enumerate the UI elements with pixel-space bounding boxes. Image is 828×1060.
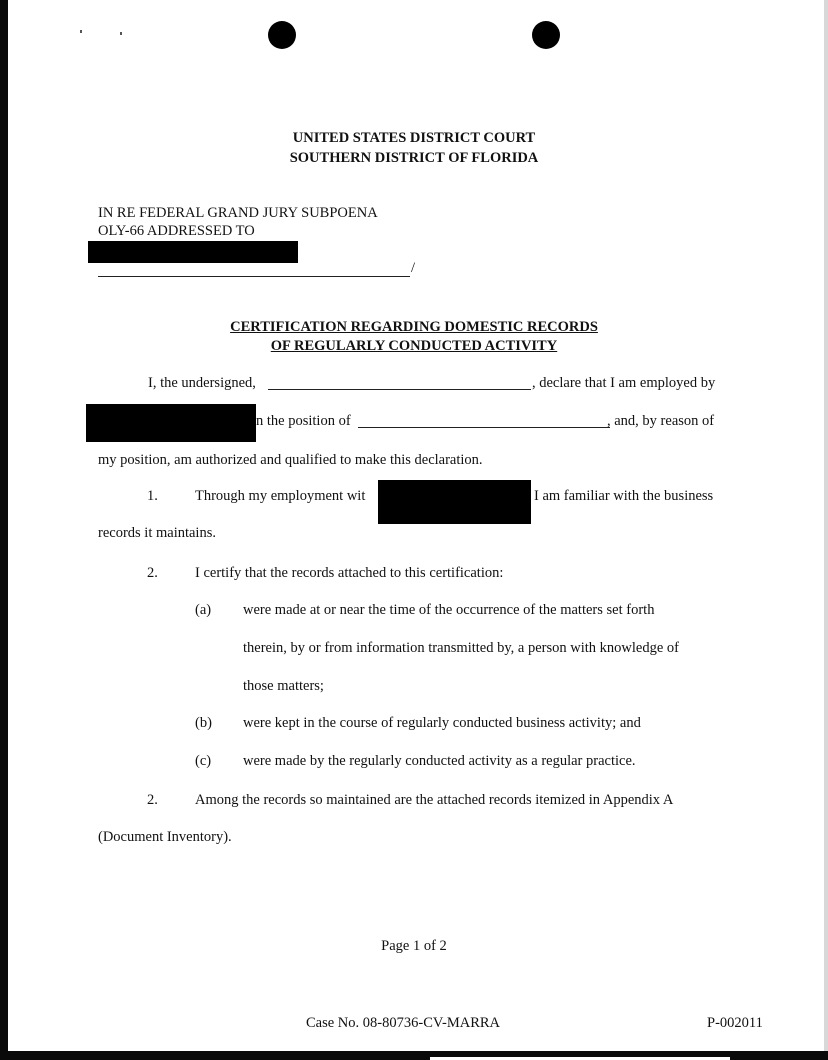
- list-item-text: were made at or near the time of the occurrence of the matters set forth: [243, 602, 655, 618]
- caption-line-1: IN RE FEDERAL GRAND JURY SUBPOENA: [98, 205, 378, 221]
- name-blank-line: [268, 389, 531, 390]
- page-number: Page 1 of 2: [381, 938, 447, 954]
- list-item-text: were kept in the course of regularly conducted business activity; and: [243, 715, 641, 731]
- paragraph-number: 2.: [147, 792, 158, 808]
- paragraph-text: I certify that the records attached to this certification:: [195, 565, 504, 581]
- court-name: UNITED STATES DISTRICT COURT: [292, 130, 536, 146]
- paragraph-number: 2.: [147, 565, 158, 581]
- list-item-text: were made by the regularly conducted activity as a regular practice.: [243, 753, 636, 769]
- paragraph-text: Among the records so maintained are the attached records itemized in Appendix A: [195, 792, 674, 808]
- redaction-box: [86, 404, 256, 442]
- list-label: (a): [195, 602, 212, 618]
- scan-speck: [80, 30, 82, 33]
- intro-text: n the position of: [256, 413, 351, 429]
- intro-text: , declare that I am employed by: [532, 375, 716, 391]
- paragraph-text: (Document Inventory).: [98, 829, 232, 845]
- intro-text: my position, am authorized and qualified to make this declaration.: [98, 452, 483, 468]
- list-item-text: those matters;: [243, 678, 324, 694]
- punch-hole-left: [268, 21, 296, 49]
- caption-line-2: OLY-66 ADDRESSED TO: [98, 223, 255, 239]
- intro-text: I, the undersigned,: [148, 375, 256, 391]
- paragraph-text: I am familiar with the business: [534, 488, 714, 504]
- bates-number: P-002011: [707, 1015, 763, 1031]
- court-district: SOUTHERN DISTRICT OF FLORIDA: [289, 150, 539, 166]
- caption-slash: /: [411, 260, 416, 276]
- intro-text: , and, by reason of: [607, 413, 715, 429]
- paragraph-text: records it maintains.: [98, 525, 216, 541]
- paragraph-number: 1.: [147, 488, 158, 504]
- document-title: CERTIFICATION REGARDING DOMESTIC RECORDS: [230, 319, 598, 335]
- list-label: (c): [195, 753, 212, 769]
- list-item-text: therein, by or from information transmitted by, a person with knowledge of: [243, 640, 679, 656]
- redaction-box: [378, 480, 531, 524]
- paragraph-text: Through my employment wit: [195, 488, 366, 504]
- list-label: (b): [195, 715, 212, 731]
- scan-speck: [120, 32, 122, 35]
- redaction-box: [88, 241, 298, 263]
- caption-rule: [98, 276, 410, 277]
- position-blank-line: [358, 427, 610, 428]
- punch-hole-right: [532, 21, 560, 49]
- document-title-line-2: OF REGULARLY CONDUCTED ACTIVITY: [270, 338, 558, 354]
- case-number: Case No. 08-80736-CV-MARRA: [306, 1015, 501, 1031]
